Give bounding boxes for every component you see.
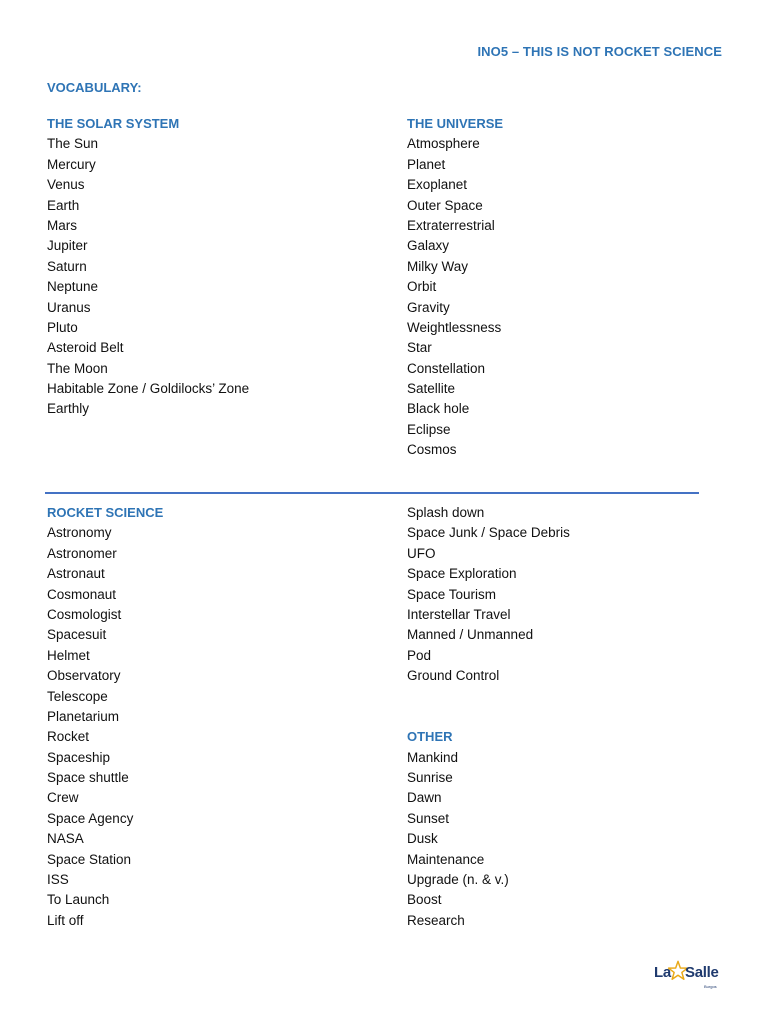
vocabulary-term: Mars (47, 217, 77, 233)
vocabulary-term: Mercury (47, 156, 96, 172)
vocabulary-term: Space Junk / Space Debris (407, 525, 570, 541)
rocket-science-section (47, 505, 387, 933)
vocabulary-term: Planetarium (47, 708, 120, 724)
vocabulary-term: Exoplanet (407, 177, 468, 193)
vocabulary-term: Outer Space (407, 197, 483, 213)
vocabulary-term: Mankind (407, 749, 459, 765)
section-heading-rocket-science: ROCKET SCIENCE (47, 505, 164, 520)
vocabulary-term: Pod (407, 647, 432, 663)
vocabulary-term: Eclipse (407, 421, 451, 437)
vocabulary-term: Cosmonaut (47, 586, 117, 602)
logo-subtitle: Burgos (704, 984, 717, 989)
vocabulary-term: The Moon (47, 360, 108, 376)
vocabulary-term: Crew (47, 790, 79, 806)
vocabulary-term: Pluto (47, 319, 78, 335)
vocabulary-term: Jupiter (47, 238, 88, 254)
vocabulary-term: Astronomer (47, 545, 117, 561)
vocabulary-term: Star (407, 340, 432, 356)
vocabulary-term: Galaxy (407, 238, 450, 254)
vocabulary-term: To Launch (47, 892, 110, 908)
vocabulary-term: Extraterrestrial (407, 217, 495, 233)
section-heading-solar-system: THE SOLAR SYSTEM (47, 116, 180, 131)
vocabulary-term: Planet (407, 156, 446, 172)
vocabulary-term: Earthly (47, 401, 90, 417)
vocabulary-term: Dawn (407, 790, 442, 806)
vocabulary-term: Rocket (47, 729, 90, 745)
rocket-science-continued-section (407, 505, 747, 933)
logo-word-salle: Salle (685, 964, 719, 981)
vocabulary-term: Splash down (407, 505, 485, 520)
vocabulary-term: Earth (47, 197, 80, 213)
vocabulary-term: Space Agency (47, 810, 134, 826)
vocabulary-term: Astronomy (47, 525, 112, 541)
vocabulary-term: Astronaut (47, 566, 105, 582)
vocabulary-term: Space Station (47, 851, 132, 867)
universe-section (407, 116, 747, 463)
vocabulary-term: Maintenance (407, 851, 485, 867)
vocabulary-term: Observatory (47, 668, 121, 684)
vocabulary-term: Dusk (407, 831, 438, 847)
vocabulary-term: Sunrise (407, 770, 453, 786)
vocabulary-term: Venus (47, 177, 85, 193)
la-salle-logo (652, 960, 724, 994)
vocabulary-term: Neptune (47, 279, 99, 295)
vocabulary-term: Weightlessness (407, 319, 502, 335)
vocabulary-term: Sunset (407, 810, 450, 826)
vocabulary-term: Uranus (47, 299, 91, 315)
vocabulary-term: ISS (47, 872, 69, 888)
spacer (407, 689, 747, 709)
vocabulary-term: Helmet (47, 647, 90, 663)
other-list (407, 750, 747, 934)
section-heading-other: OTHER (407, 729, 453, 745)
vocabulary-term: Atmosphere (407, 136, 480, 152)
vocabulary-term: Space Exploration (407, 566, 517, 582)
vocabulary-term: Milky Way (407, 258, 468, 274)
vocabulary-term: The Sun (47, 136, 99, 152)
vocabulary-term: NASA (47, 831, 84, 847)
vocabulary-term: Boost (407, 892, 442, 908)
vocabulary-label: VOCABULARY: (47, 80, 142, 95)
section-heading-universe: THE UNIVERSE (407, 116, 504, 131)
vocabulary-term: Saturn (47, 258, 87, 274)
vocabulary-term: Interstellar Travel (407, 606, 511, 622)
rocket-science-continued-list (407, 505, 747, 689)
vocabulary-term: Space shuttle (47, 770, 129, 786)
vocabulary-term: Telescope (47, 688, 108, 704)
vocabulary-term: Research (407, 912, 465, 928)
vocabulary-term: Orbit (407, 279, 437, 295)
vocabulary-term: UFO (407, 545, 436, 561)
vocabulary-term: Habitable Zone / Goldilocks’ Zone (47, 381, 250, 397)
vocabulary-term: Satellite (407, 381, 456, 397)
vocabulary-term: Ground Control (407, 668, 500, 684)
solar-system-list (47, 136, 387, 421)
spacer (407, 709, 747, 729)
vocabulary-term: Constellation (407, 360, 486, 376)
vocabulary-term: Black hole (407, 401, 470, 417)
vocabulary-term: Asteroid Belt (47, 340, 124, 356)
vocabulary-term: Cosmos (407, 442, 457, 458)
vocabulary-term: Lift off (47, 912, 84, 928)
vocabulary-term: Spaceship (47, 749, 111, 765)
solar-system-section (47, 116, 387, 422)
rocket-science-list (47, 525, 387, 933)
document-title: INO5 – THIS IS NOT ROCKET SCIENCE (477, 44, 722, 59)
section-divider (45, 492, 699, 494)
vocabulary-term: Space Tourism (407, 586, 497, 602)
vocabulary-term: Cosmologist (47, 606, 122, 622)
vocabulary-term: Manned / Unmanned (407, 627, 534, 643)
universe-list (407, 136, 747, 462)
vocabulary-term: Upgrade (n. & v.) (407, 872, 509, 888)
vocabulary-term: Spacesuit (47, 627, 107, 643)
vocabulary-term: Gravity (407, 299, 450, 315)
logo-word-la: La (654, 964, 671, 981)
